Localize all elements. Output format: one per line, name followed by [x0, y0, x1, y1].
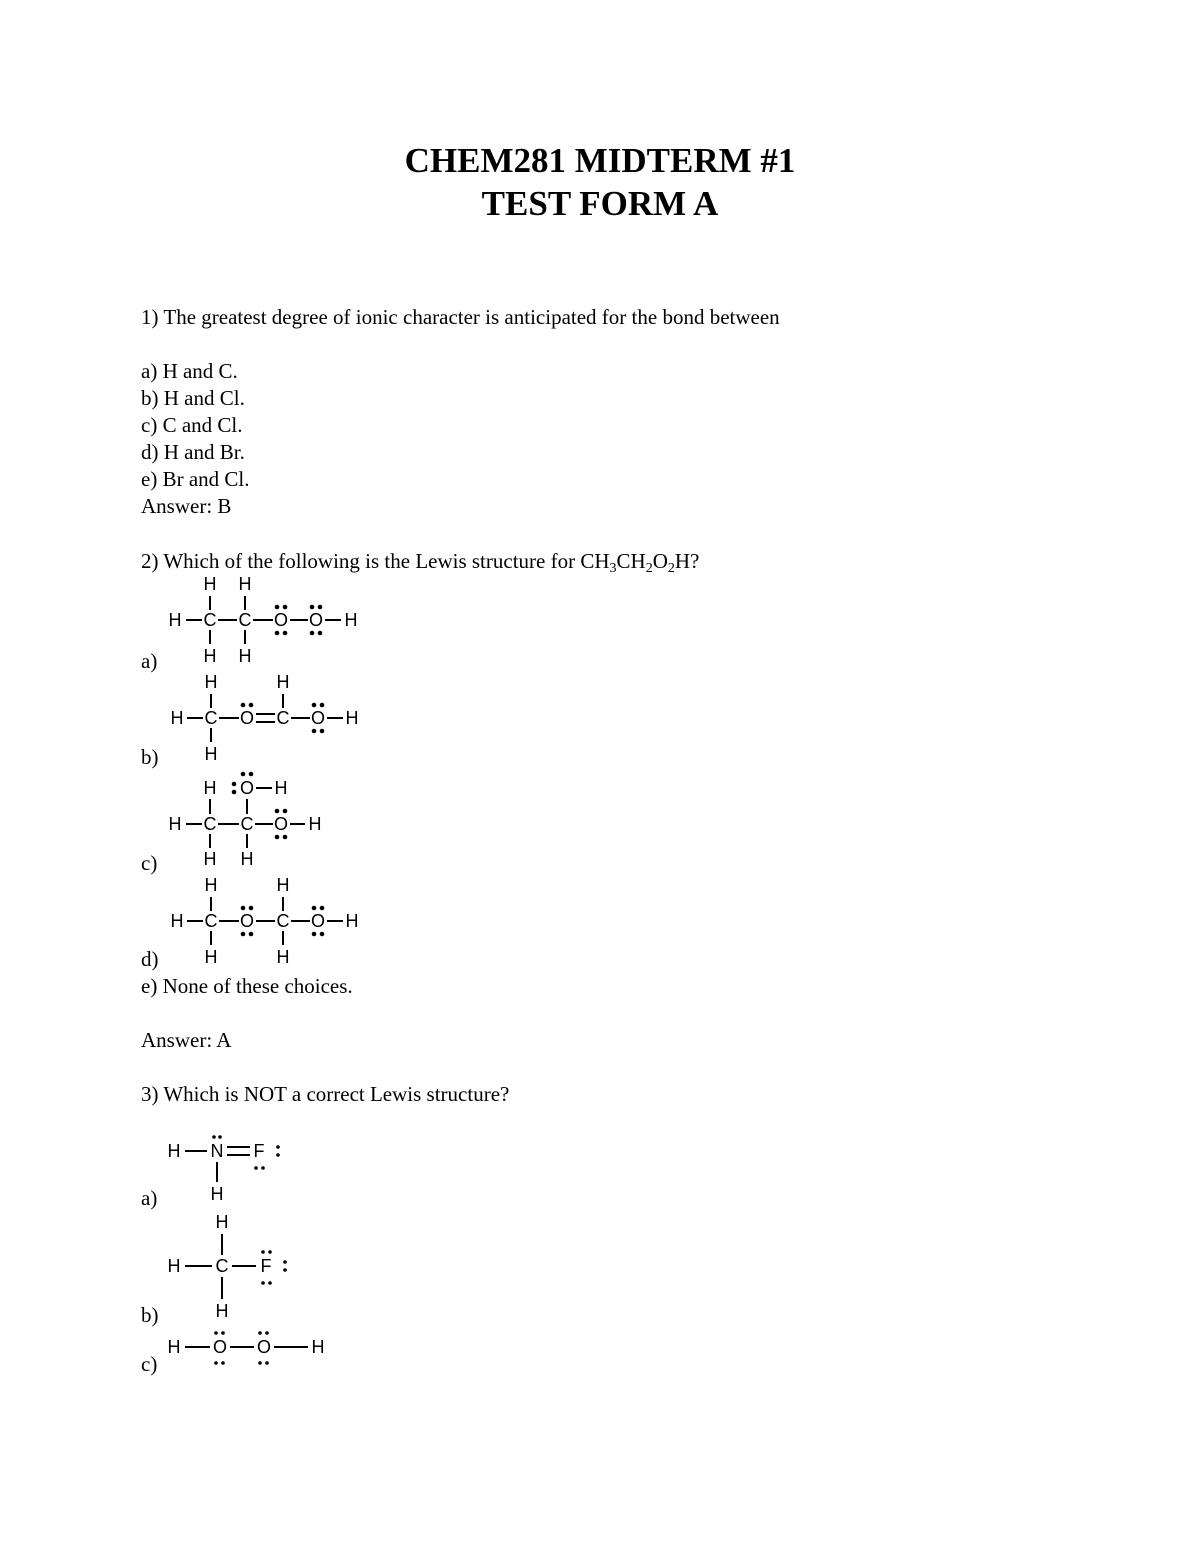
q2-answer: Answer: A — [141, 1028, 232, 1052]
atom-h: H — [210, 1184, 224, 1204]
q1-option-d: d) H and Br. — [141, 440, 245, 464]
atom-h: H — [311, 1337, 325, 1357]
q2-structure-c — [160, 768, 370, 878]
q1-option-a: a) H and C. — [141, 359, 238, 383]
atom-h: H — [274, 778, 288, 798]
atom-o: O — [310, 911, 326, 931]
atom-o: O — [239, 708, 255, 728]
atom-h: H — [308, 814, 322, 834]
atom-c: C — [240, 814, 254, 834]
atom-h: H — [168, 814, 182, 834]
atom-c: C — [204, 911, 218, 931]
atom-c: C — [203, 610, 217, 630]
atom-h: H — [167, 1337, 181, 1357]
atom-h: H — [276, 875, 290, 895]
atom-h: H — [203, 849, 217, 869]
atom-h: H — [215, 1212, 229, 1232]
q3-label-c: c) — [141, 1352, 158, 1376]
atom-h: H — [240, 849, 254, 869]
title-line-2: TEST FORM A — [481, 184, 719, 223]
atom-h: H — [203, 574, 217, 594]
atom-h: H — [203, 646, 217, 666]
atom-c: C — [238, 610, 252, 630]
atom-o: O — [256, 1337, 272, 1357]
q3-label-a: a) — [141, 1186, 158, 1210]
atom-h: H — [170, 911, 184, 931]
atom-h: H — [167, 1141, 181, 1161]
atom-h: H — [204, 672, 218, 692]
atom-o: O — [308, 610, 324, 630]
q1-answer: Answer: B — [141, 494, 232, 518]
atom-o: O — [239, 911, 255, 931]
atom-o: O — [310, 708, 326, 728]
atom-f: F — [253, 1141, 265, 1161]
atom-h: H — [167, 1256, 181, 1276]
atom-h: H — [345, 708, 359, 728]
q2-text: 2) Which of the following is the Lewis structure for $CH_3CH_2O_2H$? — [141, 549, 700, 576]
atom-h: H — [203, 778, 217, 798]
q2-structure-a — [160, 572, 370, 672]
q2-option-e: e) None of these choices. — [141, 974, 353, 998]
atom-c: C — [276, 911, 290, 931]
atom-o: O — [212, 1337, 228, 1357]
q3-structure-b — [160, 1208, 320, 1328]
q1-text: 1) The greatest degree of ionic character is anticipated for the bond between — [141, 305, 780, 329]
q3-structure-a — [160, 1130, 320, 1210]
atom-c: C — [215, 1256, 229, 1276]
atom-h: H — [168, 610, 182, 630]
atom-h: H — [204, 875, 218, 895]
atom-c: C — [204, 708, 218, 728]
q2-label-c: c) — [141, 851, 158, 875]
atom-c: C — [276, 708, 290, 728]
title-line-1: CHEM281 MIDTERM #1 — [404, 141, 796, 180]
q3-text: 3) Which is NOT a correct Lewis structure? — [141, 1082, 510, 1106]
atom-h: H — [345, 911, 359, 931]
atom-h: H — [204, 744, 218, 764]
q3-label-b: b) — [141, 1303, 159, 1327]
q1-option-c: c) C and Cl. — [141, 413, 243, 437]
atom-o: O — [273, 610, 289, 630]
q1-option-b: b) H and Cl. — [141, 386, 245, 410]
atom-o: O — [273, 814, 289, 834]
atom-h: H — [276, 672, 290, 692]
atom-h: H — [276, 947, 290, 967]
atom-h: H — [170, 708, 184, 728]
q1-option-e: e) Br and Cl. — [141, 467, 250, 491]
atom-h: H — [215, 1301, 229, 1321]
atom-h: H — [238, 646, 252, 666]
q2-label-d: d) — [141, 947, 159, 971]
q3-structure-c — [160, 1325, 360, 1375]
q2-structure-d — [160, 873, 370, 973]
atom-h: H — [204, 947, 218, 967]
q2-label-b: b) — [141, 745, 159, 769]
atom-n: N — [210, 1141, 224, 1161]
atom-h: H — [344, 610, 358, 630]
q2-structure-b — [160, 670, 370, 770]
atom-c: C — [203, 814, 217, 834]
atom-f: F — [260, 1256, 272, 1276]
atom-o: O — [239, 778, 255, 798]
atom-h: H — [238, 574, 252, 594]
q2-label-a: a) — [141, 649, 158, 673]
